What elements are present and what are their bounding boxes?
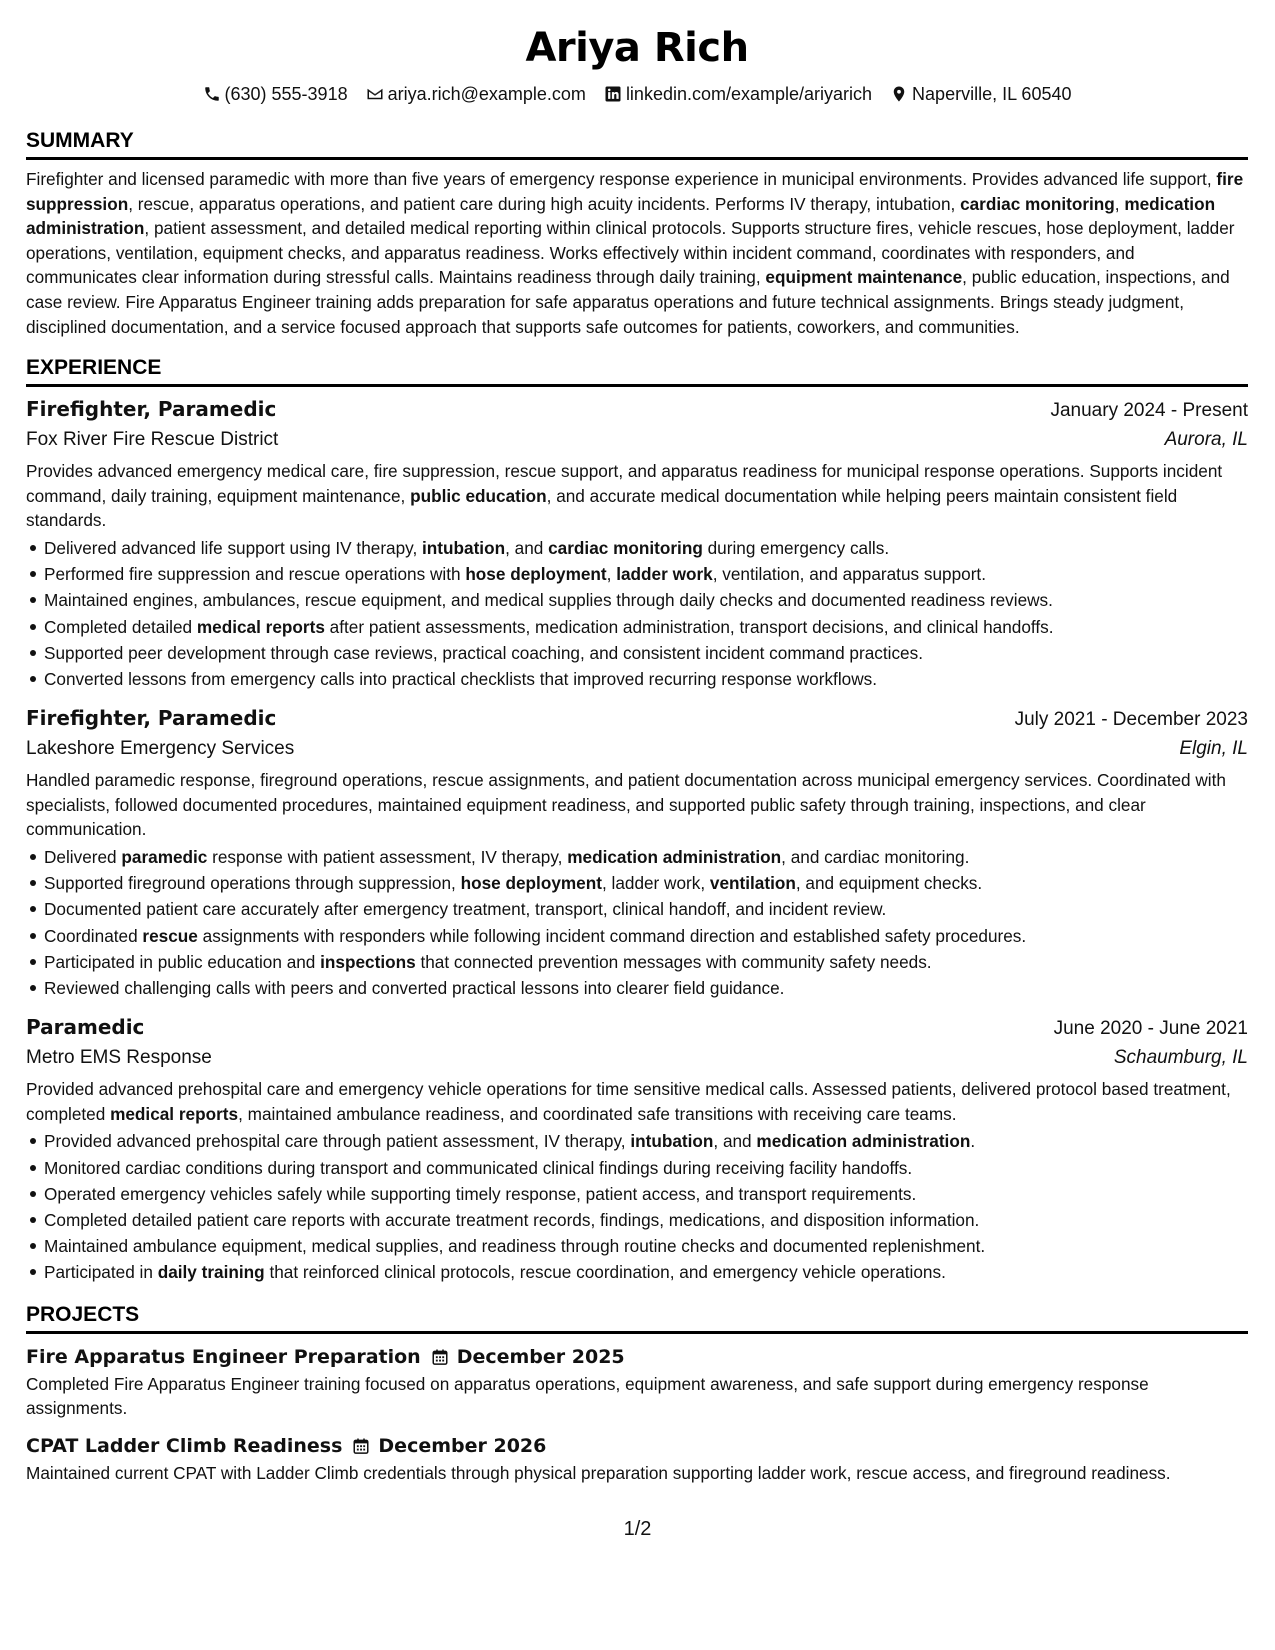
bullet-item: Supported fireground operations through suppression, hose deployment, ladder work, ventilation, and equipment checks. [26, 870, 1248, 896]
bullet-item: Operated emergency vehicles safely while supporting timely response, patient access, and transport requirements. [26, 1181, 1248, 1207]
experience-section [26, 355, 1248, 1285]
summary-section [26, 128, 1248, 339]
bold-keyword: rescue [142, 925, 198, 946]
job-dates: January 2024 - Present [1050, 400, 1248, 422]
bullet-item: Reviewed challenging calls with peers and converted practical lessons into clearer field guidance. [26, 975, 1248, 1001]
bullet-item: Completed detailed patient care reports with accurate treatment records, findings, medications, and disposition information. [26, 1207, 1248, 1233]
bullet-item: Monitored cardiac conditions during transport and communicated clinical findings during receiving facility handoffs. [26, 1155, 1248, 1181]
project-description: Maintained current CPAT with Ladder Climb credentials through physical preparation supporting ladder work, rescue access, and fireground readiness. [26, 1462, 1171, 1483]
job-bullets [26, 1128, 1248, 1285]
candidate-name: Ariya Rich [525, 25, 749, 71]
project-entry [26, 1344, 1248, 1421]
project-date [431, 1344, 625, 1370]
linkedin-icon [604, 85, 622, 103]
job-organization: Lakeshore Emergency Services [26, 738, 295, 760]
job-entry [26, 1013, 1248, 1285]
bold-keyword: medical reports [196, 616, 325, 637]
job-title: Paramedic [26, 1015, 145, 1040]
project-date [352, 1433, 546, 1459]
projects-section [26, 1302, 1248, 1486]
project-date-text: December 2026 [378, 1434, 547, 1457]
summary-text: Firefighter and licensed paramedic with more than five years of emergency response experience in municipal environments. Provides advanced life support, fire suppression, rescue, apparatus operations, and patient care during high acuity incidents. Performs IV therapy, intubation, cardiac monitoring, medication administration, patient assessment, and detailed medical reporting within clinical protocols. Supports structure fires, vehicle rescues, hose deployment, ladder operations, ventilation, equipment checks, and apparatus readiness. Works effectively within incident command, coordinates with responders, and communicates clear information during stressful calls. Maintains readiness through daily training, equipment maintenance, public education, inspections, and case review. Fire Apparatus Engineer training adds preparation for safe apparatus operations and future technical assignments. Brings steady judgment, disciplined documentation, and a service focused approach that supports safe outcomes for patients, coworkers, and communities. [26, 169, 1244, 337]
bold-keyword: medication administration [26, 193, 1216, 239]
bold-keyword: cardiac monitoring [960, 193, 1115, 214]
bold-keyword: public education [410, 485, 547, 506]
job-dates: July 2021 - December 2023 [1014, 709, 1248, 731]
job-title: Firefighter, Paramedic [26, 397, 277, 422]
bullet-item: Maintained engines, ambulances, rescue equipment, and medical supplies through daily checks and documented readiness reviews. [26, 587, 1248, 613]
job-description: Provided advanced prehospital care and emergency vehicle operations for time sensitive medical calls. Assessed patients, delivered protocol based treatment, completed medical reports, maintained ambulance readiness, and coordinated safe transitions with receiving care teams. [26, 1079, 1231, 1124]
bold-keyword: medication administration [756, 1131, 971, 1152]
section-heading: SUMMARY [26, 128, 1248, 160]
bold-keyword: medication administration [567, 846, 782, 867]
project-entry [26, 1433, 1248, 1486]
bold-keyword: paramedic [121, 846, 208, 867]
project-date-text: December 2025 [456, 1345, 625, 1368]
bullet-item: Provided advanced prehospital care through patient assessment, IV therapy, intubation, and medication administration. [26, 1128, 1248, 1154]
contact-text: ariya.rich@example.com [387, 84, 586, 104]
bullet-item: Supported peer development through case reviews, practical coaching, and consistent incident command practices. [26, 640, 1248, 666]
page-number: 1/2 [623, 1518, 652, 1540]
project-title: CPAT Ladder Climb Readiness [26, 1434, 343, 1457]
job-dates: June 2020 - June 2021 [1053, 1018, 1248, 1040]
bullet-item: Maintained ambulance equipment, medical supplies, and readiness through routine checks and documented replenishment. [26, 1233, 1248, 1259]
bullet-item: Converted lessons from emergency calls into practical checklists that improved recurring response workflows. [26, 666, 1248, 692]
bold-keyword: fire suppression [26, 169, 1244, 214]
envelope-icon [366, 85, 384, 103]
contact-linkedin[interactable] [604, 82, 872, 106]
map-pin-icon [890, 85, 908, 103]
job-description: Handled paramedic response, fireground operations, rescue assignments, and patient documentation across municipal emergency services. Coordinated with specialists, followed documented procedures, maintained equipment readiness, and supported public safety through training, inspections, and clear communication. [26, 770, 1226, 840]
calendar-icon [352, 1437, 370, 1455]
resume-page [26, 22, 1248, 1485]
job-entry [26, 395, 1248, 692]
job-location: Aurora, IL [1164, 429, 1248, 451]
bullet-item: Delivered paramedic response with patient assessment, IV therapy, medication administration, and cardiac monitoring. [26, 844, 1248, 870]
job-organization: Fox River Fire Rescue District [26, 429, 279, 451]
bullet-item: Participated in public education and inspections that connected prevention messages with community safety needs. [26, 949, 1248, 975]
bullet-item: Completed detailed medical reports after patient assessments, medication administration, transport decisions, and clinical handoffs. [26, 614, 1248, 640]
job-bullets [26, 535, 1248, 692]
bold-keyword: hose deployment [465, 564, 607, 585]
bullet-item: Documented patient care accurately after emergency treatment, transport, clinical handoff, and incident review. [26, 896, 1248, 922]
job-bullets [26, 844, 1248, 1001]
bold-keyword: ladder work [616, 564, 713, 585]
bold-keyword: equipment maintenance [765, 267, 963, 288]
bold-keyword: inspections [320, 951, 416, 972]
job-entry [26, 704, 1248, 1001]
contact-text: Naperville, IL 60540 [912, 84, 1072, 104]
contact-text: linkedin.com/example/ariyarich [625, 84, 873, 104]
phone-icon [203, 85, 221, 103]
project-title: Fire Apparatus Engineer Preparation [26, 1345, 421, 1368]
job-title: Firefighter, Paramedic [26, 706, 277, 731]
section-heading: PROJECTS [26, 1302, 1248, 1334]
bold-keyword: medical reports [110, 1103, 239, 1124]
calendar-icon [431, 1348, 449, 1366]
bold-keyword: hose deployment [460, 873, 602, 894]
section-heading: EXPERIENCE [26, 355, 1248, 387]
bold-keyword: intubation [422, 537, 506, 558]
bullet-item: Coordinated rescue assignments with responders while following incident command direction and established safety procedures. [26, 923, 1248, 949]
bullet-item: Delivered advanced life support using IV therapy, intubation, and cardiac monitoring during emergency calls. [26, 535, 1248, 561]
contact-email[interactable] [366, 82, 586, 106]
contact-location [890, 82, 1071, 106]
bullet-item: Participated in daily training that reinforced clinical protocols, rescue coordination, and emergency vehicle operations. [26, 1259, 1248, 1285]
job-location: Elgin, IL [1179, 738, 1248, 760]
job-organization: Metro EMS Response [26, 1047, 212, 1069]
project-description: Completed Fire Apparatus Engineer training focused on apparatus operations, equipment awareness, and safe support during emergency response assignments. [26, 1373, 1149, 1419]
job-description: Provides advanced emergency medical care, fire suppression, rescue support, and apparatus readiness for municipal response operations. Supports incident command, daily training, equipment maintenance, public education, and accurate medical documentation while helping peers maintain consistent field standards. [26, 461, 1223, 531]
contact-phone[interactable] [203, 82, 348, 106]
bullet-item: Performed fire suppression and rescue operations with hose deployment, ladder work, ventilation, and apparatus support. [26, 561, 1248, 587]
contact-text: (630) 555-3918 [224, 84, 348, 104]
contact-bar [26, 82, 1248, 106]
bold-keyword: daily training [157, 1262, 265, 1283]
resume-header [26, 22, 1248, 106]
bold-keyword: intubation [630, 1131, 714, 1152]
job-location: Schaumburg, IL [1113, 1047, 1248, 1069]
bold-keyword: ventilation [709, 873, 796, 894]
bold-keyword: cardiac monitoring [548, 537, 703, 558]
